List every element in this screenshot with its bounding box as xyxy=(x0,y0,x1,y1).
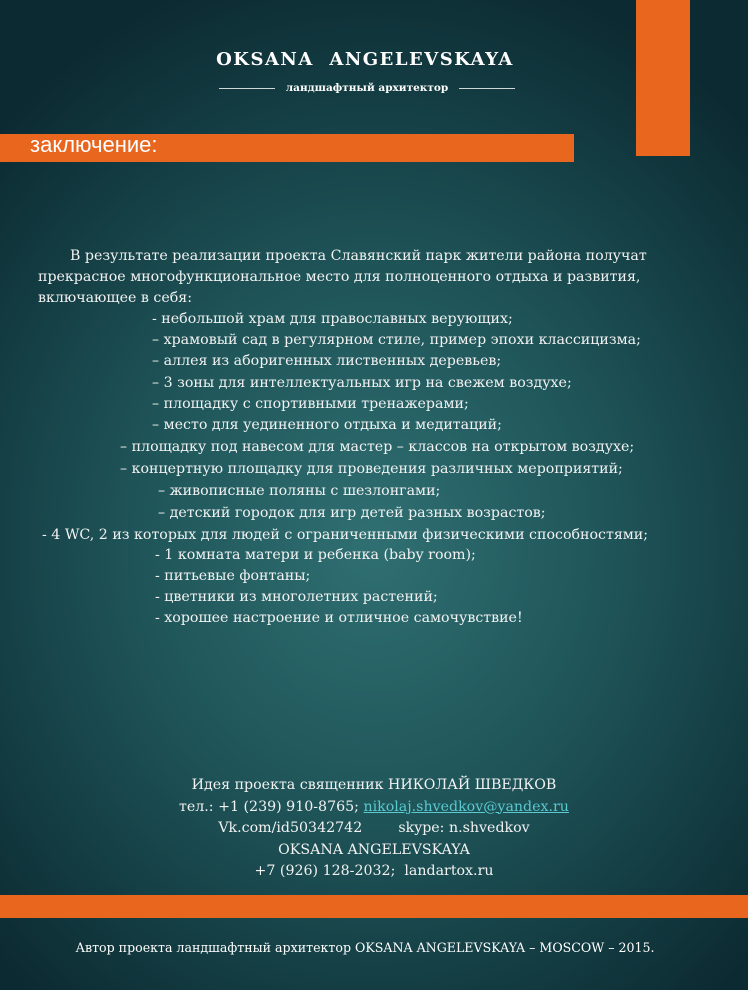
list-item: – место для уединенного отдыха и медитаций; xyxy=(152,417,502,433)
list-item: - питьевые фонтаны; xyxy=(155,568,311,584)
credits-social-row xyxy=(0,818,748,840)
intro-line: прекрасное многофункциональное место для полноценного отдыха и развития, xyxy=(38,269,641,285)
list-item: – детский городок для игр детей разных возрастов; xyxy=(158,505,546,521)
list-item: – концертную площадку для проведения различных мероприятий; xyxy=(120,461,623,477)
list-item: – 3 зоны для интеллектуальных игр на свежем воздухе; xyxy=(152,375,572,391)
list-item: - небольшой храм для православных верующих; xyxy=(152,311,513,327)
subtitle-divider-left xyxy=(219,88,275,89)
brand-subtitle: ландшафтный архитектор xyxy=(285,82,449,94)
intro-line: В результате реализации проекта Славянский парк жители района получат xyxy=(70,248,647,264)
credits-idea: Идея проекта священник НИКОЛАЙ ШВЕДКОВ xyxy=(191,777,557,793)
list-item: – площадку под навесом для мастер – классов на открытом воздухе; xyxy=(120,439,635,455)
list-item: - 1 комната матери и ребенка (baby room); xyxy=(155,547,476,563)
brand-name: OKSANA ANGELEVSKAYA xyxy=(216,49,514,70)
intro-paragraph xyxy=(38,246,678,309)
intro-line: включающее в себя: xyxy=(38,290,193,306)
section-title: заключение: xyxy=(30,132,158,157)
list-item: - хорошее настроение и отличное самочувствие! xyxy=(155,610,523,626)
list-item: – храмовый сад в регулярном стиле, пример эпохи классицизма; xyxy=(152,332,641,348)
list-item: – живописные поляны с шезлонгами; xyxy=(158,483,441,499)
vk-link[interactable]: Vk.com/id50342742 xyxy=(218,820,363,836)
list-item: – аллея из аборигенных лиственных деревьев; xyxy=(152,353,502,369)
subtitle-divider-right xyxy=(459,88,515,89)
credits-contact-row xyxy=(0,797,748,819)
credits-author-name: OKSANA ANGELEVSKAYA xyxy=(278,841,470,858)
credits-author-contacts: +7 (926) 128-2032; landartox.ru xyxy=(254,863,494,879)
skype-contact: skype: n.shvedkov xyxy=(398,820,530,836)
list-item: – площадку с спортивными тренажерами; xyxy=(152,396,469,412)
credits-phone: тел.: +1 (239) 910-8765; xyxy=(179,798,364,815)
list-item: - цветники из многолетних растений; xyxy=(155,589,438,605)
email-link[interactable]: nikolaj.shvedkov@yandex.ru xyxy=(363,798,569,815)
footer-text: Автор проекта ландшафтный архитектор OKSANA ANGELEVSKAYA – MOSCOW – 2015. xyxy=(75,940,655,955)
list-item: - 4 WC, 2 из которых для людей с ограниченными физическими способностями; xyxy=(42,527,649,543)
project-credits xyxy=(0,775,748,883)
orange-corner-tab xyxy=(636,0,690,156)
bottom-orange-bar xyxy=(0,895,748,918)
brand-subtitle-row xyxy=(219,82,515,94)
